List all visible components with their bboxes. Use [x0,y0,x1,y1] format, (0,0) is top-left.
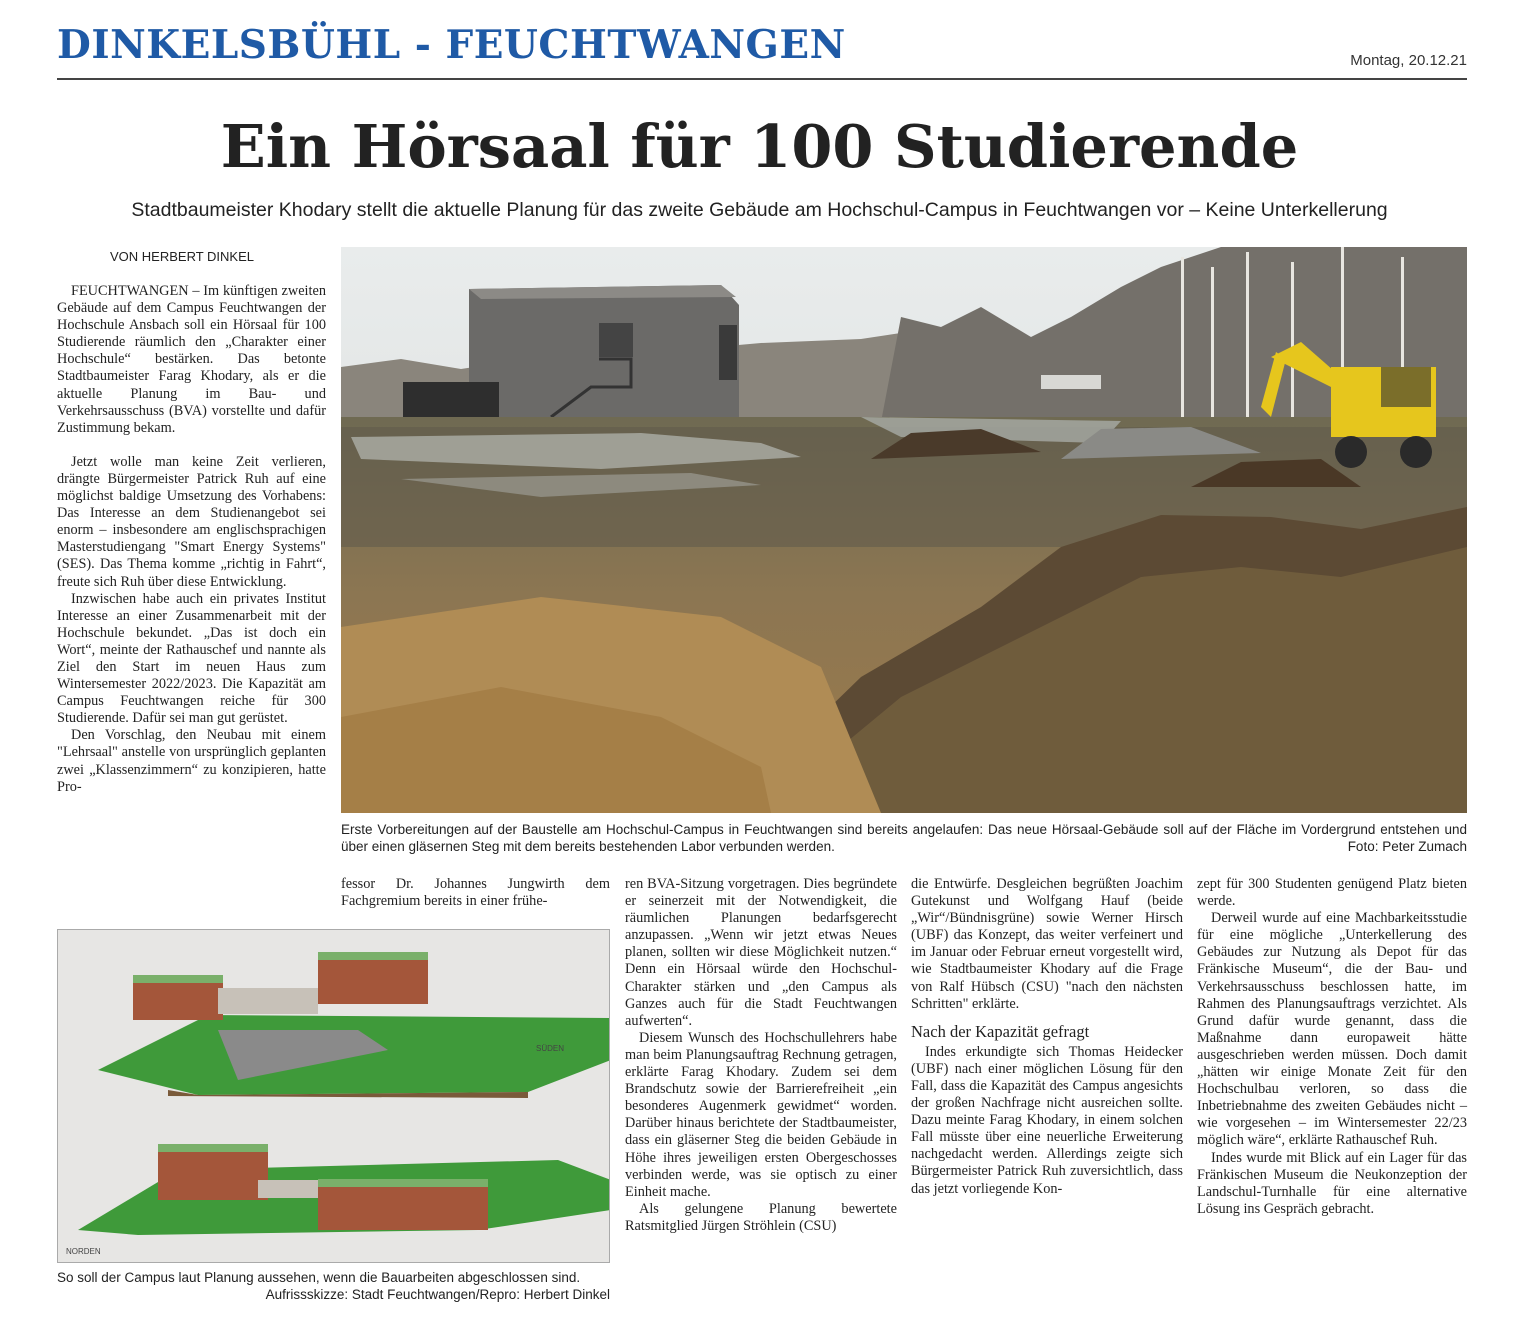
paragraph: fessor Dr. Johannes Jungwirth dem Fachgremium bereits in einer frühe- [341,876,610,910]
paragraph: zept für 300 Studenten genügend Platz bieten werde. [1197,876,1467,910]
campus-plan-sketch [57,929,610,1263]
header-rule [57,78,1467,80]
headline: Ein Hörsaal für 100 Studierende [220,112,1299,181]
construction-site-photo [341,247,1467,813]
photo-credit: Foto: Peter Zumach [1347,839,1467,854]
sketch-credit: Aufrissskizze: Stadt Feuchtwangen/Repro: Herbert Dinkel [265,1287,610,1302]
section-title: DINKELSBÜHL - FEUCHTWANGEN [57,22,846,68]
article-column-1 [57,283,326,796]
paragraph: ren BVA-Sitzung vorgetragen. Dies begründete er seinerzeit mit der Notwendigkeit, die räumlichen Planungen bedarfsgerecht anzupassen. „Wenn wir jetzt etwas Neues planen, sollten wir diese Möglichkeit nutzen.“ Denn ein Hörsaal würde den Hochschul-Charakter stärken und „den Campus als Ganzes auch für die Stadt Feuchtwangen aufwerten“. [625,876,897,1029]
sketch-caption-text: So soll der Campus laut Planung aussehen, wenn die Bauarbeiten abgeschlossen sind. [57,1270,581,1285]
issue-date: Montag, 20.12.21 [1350,52,1467,69]
paragraph: die Entwürfe. Desgleichen begrüßten Joachim Gutekunst und Wolfgang Hauf (beide „Wir“/Bündnisgrüne) sowie Werner Hirsch (UBF) das Konzept, das weiter verfeinert und im Januar oder Februar erneut vorgestellt wird, wie Stadtbaumeister Khodary auf die Frage von Ralf Hübsch (CSU) "nach den nächsten Schritten" erklärte. [911,876,1183,1012]
article-column-4 [911,876,1183,1198]
paragraph: Als gelungene Planung bewertete Ratsmitglied Jürgen Ströhlein (CSU) [625,1200,897,1234]
sketch-label-norden-text: NORDEN [66,1247,101,1256]
paragraph: Derweil wurde auf eine Machbarkeitsstudie für eine mögliche „Unterkellerung des Gebäudes zur Nutzung als Depot für das Fränkische Museum“, die der Bau- und Verkehrsausschuss beschlossen hatte, im Rahmen des Planungsauftrags verzichtet. Als Grund dafür wurde genannt, dass die Maßnahme dann europaweit hätte ausgeschrieben werden müssen. Doch damit „hätten wir einige Monate Zeit für den Hochschulbau verloren, so dass die Inbetriebnahme des zweiten Gebäudes nicht – wie vorgesehen – im Wintersemester 22/23 möglich wäre“, erklärte Rathauschef Ruh. [1197,910,1467,1149]
paragraph: Indes erkundigte sich Thomas Heidecker (UBF) nach einer möglichen Lösung für den Fall, dass die Kapazität des Campus angesichts der großen Nachfrage nicht ausreichen sollte. Dazu meinte Farag Khodary, in einem solchen Fall müsste über eine neuerliche Erweiterung nachgedacht werden. Allerdings zeigte sich Bürgermeister Patrick Ruh zuversichtlich, dass das jetzt vorliegende Kon- [911,1043,1183,1197]
intertitle: Nach der Kapazität gefragt [911,1021,1090,1041]
paragraph: Den Vorschlag, den Neubau mit einem "Lehrsaal" anstelle von ursprünglich geplanten zwei „Klassenzimmern“ zu konzipieren, hatte Pro- [57,727,326,795]
sketch-label-suedentext: SÜDEN [536,1044,565,1053]
photo-caption-text: Erste Vorbereitungen auf der Baustelle am Hochschul-Campus in Feuchtwangen sind bereits angelaufen: Das neue Hörsaal-Gebäude soll auf der Fläche im Vordergrund entstehen und über einen gläsernen Steg mit dem bereits bestehenden Labor verbunden werden. [341,822,1467,854]
paragraph: Diesem Wunsch des Hochschullehrers habe man beim Planungsauftrag Rechnung getragen, erklärte Farag Khodary. Zudem sei dem Brandschutz sowie der Barrierefreiheit „ein besonderes Augenmerk gewidmet“ worden. Darüber hinaus berichtete der Stadtbaumeister, dass ein gläserner Steg die beiden Gebäude in Höhe ihres jeweiligen ersten Obergeschosses verbinden werde, was sie optisch zu einer Einheit mache. [625,1029,897,1200]
paragraph: Inzwischen habe auch ein privates Institut Interesse an einer Zusammenarbeit mit der Hochschule bekundet. „Das ist doch ein Wort“, meinte der Rathauschef und nannte als Ziel den Start im neuen Haus zum Wintersemester 2022/2023. Die Kapazität am Campus Feuchtwangen reiche für 300 Studierende. Dafür sei man gut gerüstet. [57,590,326,727]
paragraph: FEUCHTWANGEN – Im künftigen zweiten Gebäude auf dem Campus Feuchtwangen der Hochschule Ansbach soll ein Hörsaal für 100 Studierende räumlich den „Charakter einer Hochschule“ bestärken. Das betonte Stadtbaumeister Farag Khodary, als er die aktuelle Planung im Bau- und Verkehrsausschuss (BVA) vorstellte und dafür Zustimmung bekam. [57,283,326,436]
paragraph: Indes wurde mit Blick auf ein Lager für das Fränkischen Museum die Neukonzeption der Landschul-Turnhalle für eine alternative Lösung ins Gespräch gebracht. [1197,1149,1467,1217]
article-column-2 [341,876,610,910]
article-column-3 [625,876,897,1235]
article-column-5 [1197,876,1467,1218]
paragraph: Jetzt wolle man keine Zeit verlieren, drängte Bürgermeister Patrick Ruh auf eine möglichst baldige Umsetzung des Vorhabens: Das Interesse an dem Studienangebot sei enorm – insbesondere am englischsprachigen Masterstudiengang "Smart Energy Systems" (SES). Das Thema komme „richtig in Fahrt“, freute sich Ruh über diese Entwicklung. [57,453,326,590]
photo-caption [341,821,1467,855]
byline: VON HERBERT DINKEL [110,249,255,264]
sketch-caption [57,1269,610,1303]
subheadline: Stadtbaumeister Khodary stellt die aktuelle Planung für das zweite Gebäude am Hochschul-Campus in Feuchtwangen vor – Keine Unterkellerung [131,199,1388,221]
